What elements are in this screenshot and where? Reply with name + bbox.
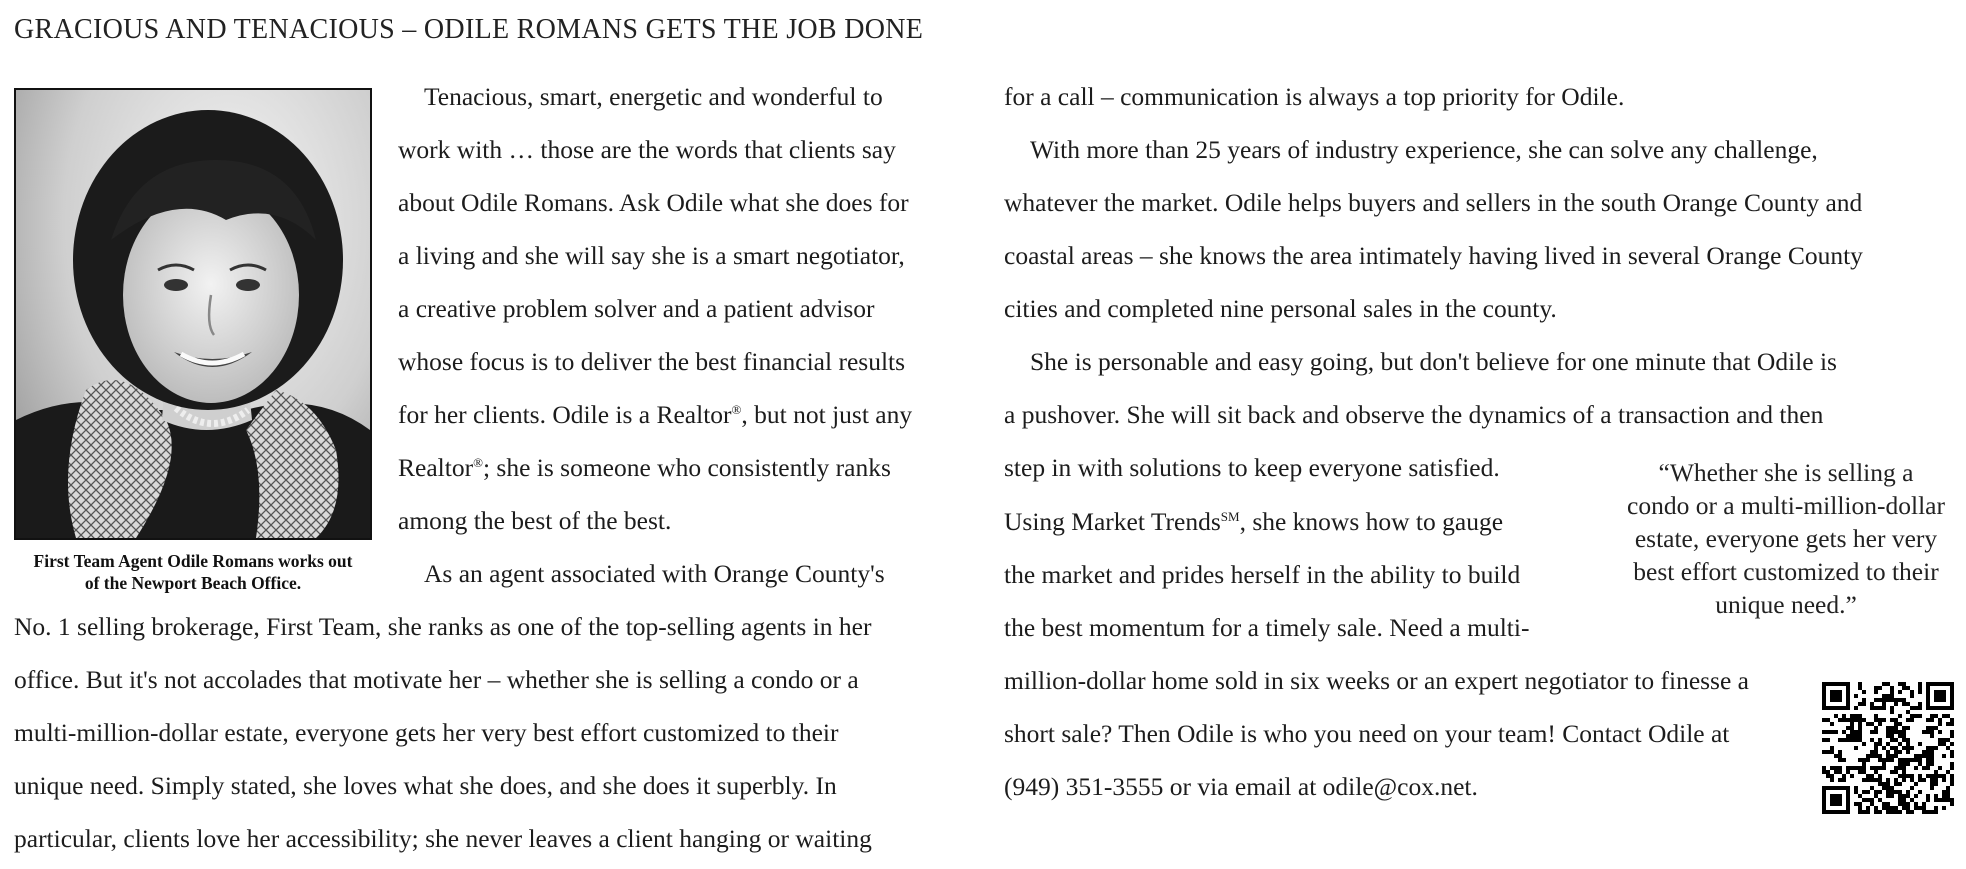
- body-line: office. But it's not accolades that motivate her – whether she is selling a condo or a: [14, 665, 859, 694]
- body-text: Realtor: [398, 453, 474, 482]
- body-line: short sale? Then Odile is who you need on your team! Contact Odile at: [1004, 719, 1730, 748]
- body-line: the best momentum for a timely sale. Need a multi-: [1004, 613, 1530, 642]
- body-line: coastal areas – she knows the area intimately having lived in several Orange County: [1004, 241, 1863, 270]
- registered-mark: ®: [473, 455, 483, 470]
- body-line: multi-million-dollar estate, everyone gets her very best effort customized to their: [14, 718, 839, 747]
- body-line: million-dollar home sold in six weeks or an expert negotiator to finesse a: [1004, 666, 1749, 695]
- body-line: about Odile Romans. Ask Odile what she does for: [398, 188, 909, 217]
- qr-code-graphic: [1822, 682, 1954, 814]
- article-headline: GRACIOUS AND TENACIOUS – ODILE ROMANS GETS THE JOB DONE: [14, 14, 924, 45]
- pull-quote: [1610, 456, 1962, 621]
- service-mark: SM: [1220, 509, 1240, 524]
- caption-line: First Team Agent Odile Romans works out: [33, 551, 353, 571]
- body-text: ; she is someone who consistently ranks: [482, 453, 891, 482]
- body-line: [398, 398, 912, 432]
- body-line: As an agent associated with Orange County's: [424, 559, 885, 588]
- body-line: Tenacious, smart, energetic and wonderful to: [424, 82, 883, 111]
- pull-quote-line: “Whether she is selling a: [1658, 458, 1914, 487]
- body-line: a living and she will say she is a smart negotiator,: [398, 241, 905, 270]
- body-line: a creative problem solver and a patient advisor: [398, 294, 875, 323]
- body-line: whose focus is to deliver the best financial results: [398, 347, 906, 376]
- body-text: , she knows how to gauge: [1239, 507, 1504, 536]
- body-line: (949) 351-3555 or via email at odile@cox.net.: [1004, 772, 1478, 801]
- body-line: No. 1 selling brokerage, First Team, she ranks as one of the top-selling agents in her: [14, 612, 872, 641]
- pull-quote-line: condo or a multi-million-dollar: [1627, 491, 1945, 520]
- qr-code-icon[interactable]: [1822, 682, 1954, 814]
- body-text: Using Market Trends: [1004, 507, 1221, 536]
- pull-quote-line: best effort customized to their: [1633, 557, 1939, 586]
- body-line: among the best of the best.: [398, 506, 672, 535]
- body-line: for a call – communication is always a top priority for Odile.: [1004, 82, 1625, 111]
- registered-mark: ®: [731, 402, 742, 417]
- pull-quote-line: unique need.”: [1715, 590, 1857, 619]
- body-line: the market and prides herself in the ability to build: [1004, 560, 1521, 589]
- portrait-illustration: [16, 90, 370, 538]
- body-line: a pushover. She will sit back and observe the dynamics of a transaction and then: [1004, 400, 1824, 429]
- body-line: She is personable and easy going, but don't believe for one minute that Odile is: [1030, 347, 1837, 376]
- body-line: work with … those are the words that clients say: [398, 135, 896, 164]
- photo-caption: [6, 550, 380, 594]
- agent-portrait-photo: [14, 88, 372, 540]
- body-line: [398, 451, 891, 485]
- body-text: for her clients. Odile is a Realtor: [398, 400, 732, 429]
- body-line: unique need. Simply stated, she loves what she does, and she does it superbly. In: [14, 771, 837, 800]
- body-line: With more than 25 years of industry experience, she can solve any challenge,: [1030, 135, 1818, 164]
- body-line: particular, clients love her accessibility; she never leaves a client hanging or waiting: [14, 824, 872, 853]
- caption-line: of the Newport Beach Office.: [84, 573, 302, 593]
- body-line: step in with solutions to keep everyone satisfied.: [1004, 453, 1500, 482]
- body-line: [1004, 505, 1503, 539]
- body-line: cities and completed nine personal sales in the county.: [1004, 294, 1557, 323]
- pull-quote-line: estate, everyone gets her very: [1634, 524, 1938, 553]
- body-text: , but not just any: [741, 400, 913, 429]
- body-line: whatever the market. Odile helps buyers and sellers in the south Orange County and: [1004, 188, 1863, 217]
